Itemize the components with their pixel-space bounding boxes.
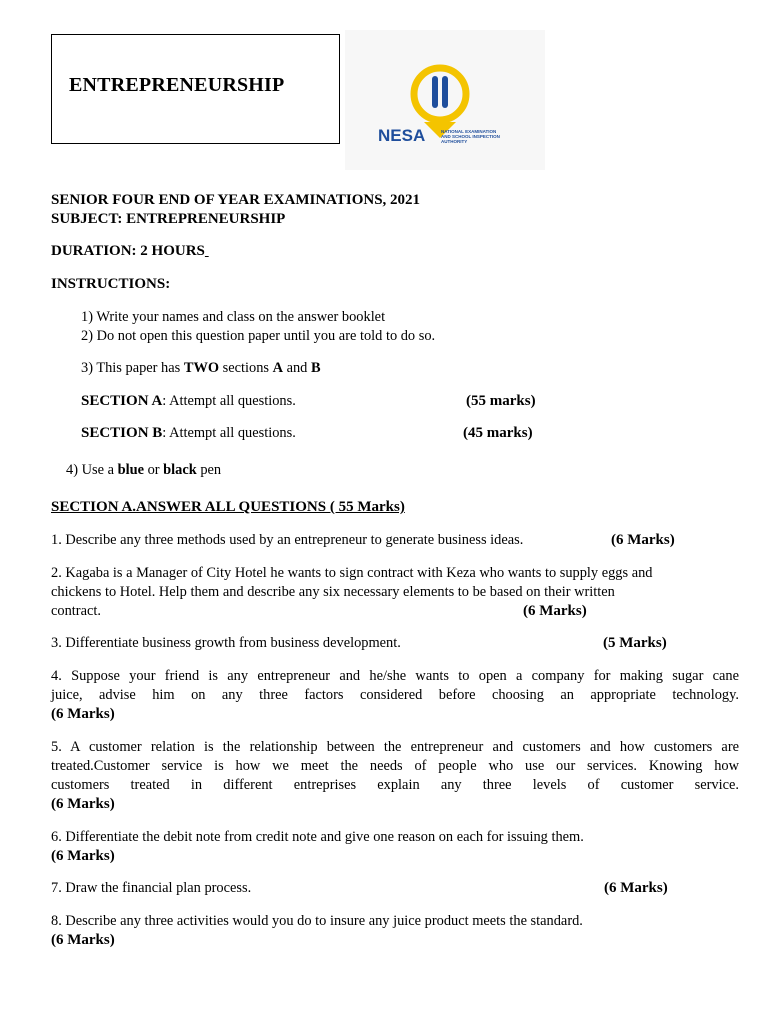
question-1: 1. Describe any three methods used by an entrepreneur to generate business ideas. <box>51 532 524 548</box>
question-3-marks: (5 Marks) <box>603 635 667 651</box>
question-4-marks: (6 Marks) <box>51 706 115 722</box>
section-a-marks: (55 marks) <box>466 393 536 409</box>
instructions-heading: INSTRUCTIONS: <box>51 276 171 292</box>
instruction-4: 4) Use a blue or black pen <box>66 462 222 478</box>
question-5-line-1: 5. A customer relation is the relationship between the entrepreneur and customers and how customers are <box>51 739 739 755</box>
exam-subject: SUBJECT: ENTREPRENEURSHIP <box>51 211 286 227</box>
nesa-logo-text: NESA <box>378 126 426 145</box>
question-2-marks: (6 Marks) <box>523 603 587 619</box>
exam-duration: DURATION: 2 HOURS <box>51 243 205 259</box>
exam-line-1: SENIOR FOUR END OF YEAR EXAMINATIONS, 2021 <box>51 192 421 208</box>
document-title: ENTREPRENEURSHIP <box>69 74 285 96</box>
section-a-heading: SECTION A.ANSWER ALL QUESTIONS ( 55 Marks) <box>51 499 405 515</box>
question-3: 3. Differentiate business growth from business development. <box>51 635 401 651</box>
question-7-marks: (6 Marks) <box>604 880 668 896</box>
nesa-logo-icon <box>345 30 545 170</box>
question-8: 8. Describe any three activities would you do to insure any juice product meets the standard. <box>51 913 583 929</box>
question-2-line-3: contract. <box>51 603 101 619</box>
section-b-marks: (45 marks) <box>463 425 533 441</box>
question-5-marks: (6 Marks) <box>51 796 115 812</box>
section-a-instruction: SECTION A: Attempt all questions. <box>81 393 296 409</box>
question-5-line-2: treated.Customer service is how we meet the needs of people who use our services. Knowing how <box>51 758 739 774</box>
question-1-marks: (6 Marks) <box>611 532 675 548</box>
question-6-marks: (6 Marks) <box>51 848 115 864</box>
instruction-1: 1) Write your names and class on the answer booklet <box>81 309 386 325</box>
question-8-marks: (6 Marks) <box>51 932 115 948</box>
question-4-line-1: 4. Suppose your friend is any entrepreneur and he/she wants to open a company for making sugar cane <box>51 668 739 684</box>
nesa-logo <box>345 30 545 170</box>
question-7: 7. Draw the financial plan process. <box>51 880 252 896</box>
question-5-line-3: customers treated in different entreprises explain any three levels of customer service. <box>51 777 739 793</box>
question-6: 6. Differentiate the debit note from credit note and give one reason on each for issuing them. <box>51 829 584 845</box>
question-2-line-2: chickens to Hotel. Help them and describe any six necessary elements to be based on their written <box>51 584 615 600</box>
question-4-line-2: juice, advise him on any three factors considered before choosing an appropriate technology. <box>51 687 739 703</box>
nesa-logo-subtext: NATIONAL EXAMINATION AND SCHOOL INSPECTION AUTHORITY <box>441 129 500 144</box>
question-2-line-1: 2. Kagaba is a Manager of City Hotel he wants to sign contract with Keza who wants to supply eggs and <box>51 565 653 581</box>
instruction-3: 3) This paper has TWO sections A and B <box>81 360 321 376</box>
instruction-2: 2) Do not open this question paper until you are told to do so. <box>81 328 436 344</box>
section-b-instruction: SECTION B: Attempt all questions. <box>81 425 296 441</box>
